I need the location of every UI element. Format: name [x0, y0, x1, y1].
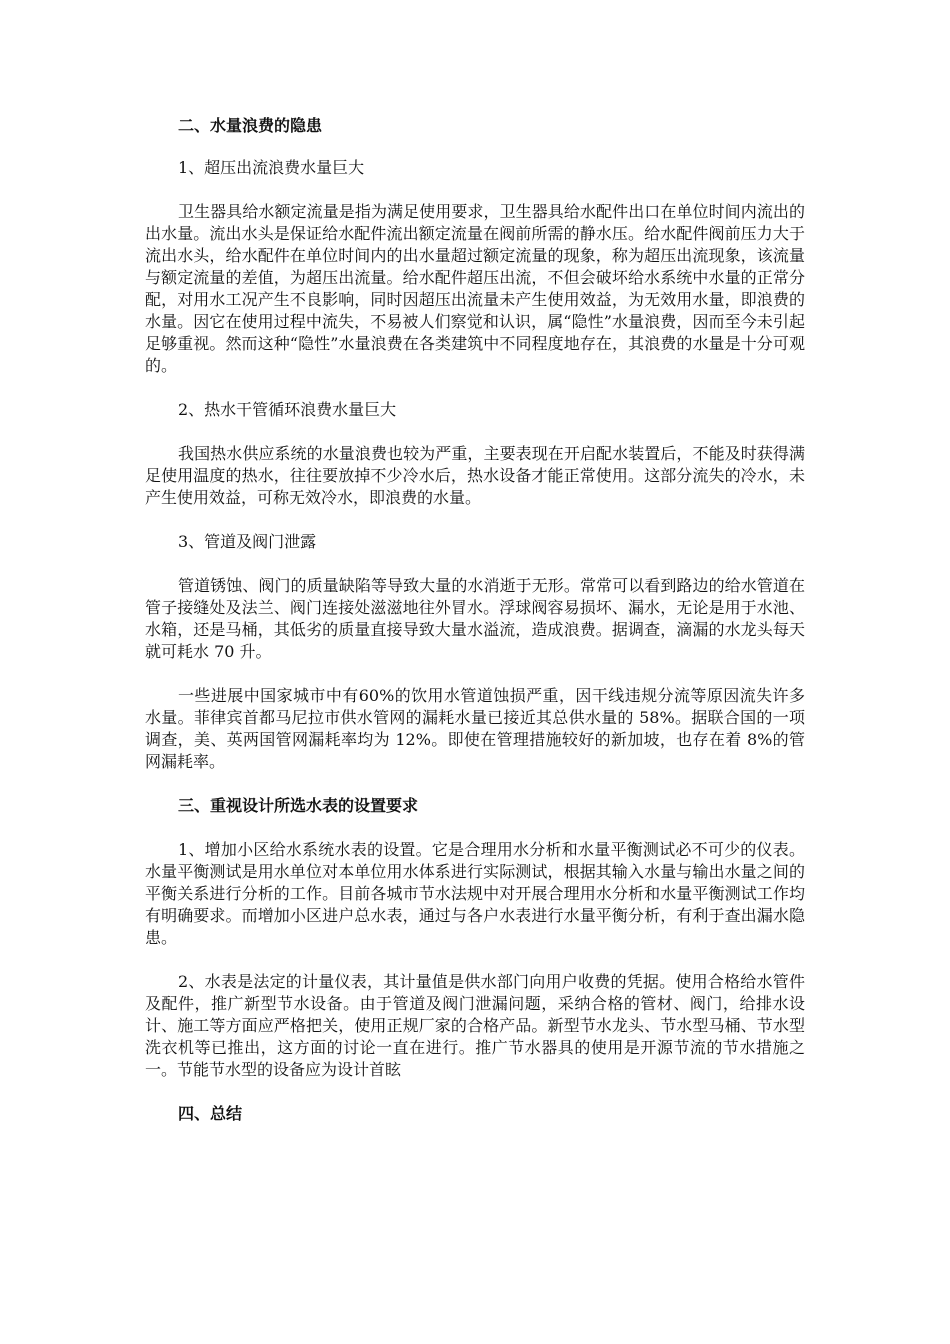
paragraph-pipe-leak: 管道锈蚀、阀门的质量缺陷等导致大量的水消逝于无形。常常可以看到路边的给水管道在管子接缝处及法兰、阀门连接处滋滋地往外冒水。浮球阀容易损坏、漏水，无论是用于水池、水箱，还是马桶，其低劣的质量直接导致大量水溢流，造成浪费。据调查，滴漏的水龙头每天就可耗水 70 升。 [145, 576, 805, 661]
section-heading-4: 四、总结 [178, 1104, 243, 1123]
paragraph-meter-setup: 1、增加小区给水系统水表的设置。它是合理用水分析和水量平衡测试必不可少的仪表。水量平衡测试是用水单位对本单位用水体系进行实际测试，根据其输入水量与输出水量之间的平衡关系进行分析的工作。目前各城市节水法规中对开展合理用水分析和水量平衡测试工作均有明确要求。而增加小区进户总水表，通过与各户水表进行水量平衡分析，有利于查出漏水隐患。 [145, 840, 805, 947]
subsection-heading-2-3: 3、管道及阀门泄露 [178, 532, 317, 551]
section-heading-3: 三、重视设计所选水表的设置要求 [178, 796, 419, 815]
paragraph-hot-water: 我国热水供应系统的水量浪费也较为严重，主要表现在开启配水装置后，不能及时获得满足使用温度的热水，往往要放掉不少冷水后，热水设备才能正常使用。这部分流失的冷水，未产生使用效益，可称无效冷水，即浪费的水量。 [145, 444, 805, 507]
paragraph-overpressure: 卫生器具给水额定流量是指为满足使用要求，卫生器具给水配件出口在单位时间内流出的出水量。流出水头是保证给水配件流出额定流量在阀前所需的静水压。给水配件阀前压力大于流出水头，给水配件在单位时间内的出水量超过额定流量的现象，称为超压出流现象，该流量与额定流量的差值，为超压出流量。给水配件超压出流，不但会破坏给水系统中水量的正常分配，对用水工况产生不良影响，同时因超压出流量未产生使用效益，为无效用水量，即浪费的水量。因它在使用过程中流失，不易被人们察觉和认识，属“隐性”水量浪费，因而至今未引起足够重视。然而这种“隐性”水量浪费在各类建筑中不同程度地存在，其浪费的水量是十分可观的。 [145, 202, 805, 375]
paragraph-meter-legal: 2、水表是法定的计量仪表，其计量值是供水部门向用户收费的凭据。使用合格给水管件及配件，推广新型节水设备。由于管道及阀门泄漏问题，采纳合格的管材、阀门，给排水设计、施工等方面应严格把关，使用正规厂家的合格产品。新型节水龙头、节水型马桶、节水型洗衣机等已推出，这方面的讨论一直在进行。推广节水器具的使用是开源节流的节水措施之一。节能节水型的设备应为设计首眩 [145, 972, 805, 1079]
subsection-heading-2-2: 2、热水干管循环浪费水量巨大 [178, 400, 397, 419]
section-heading-2: 二、水量浪费的隐患 [178, 116, 323, 135]
document-body [145, 115, 805, 1125]
paragraph-leak-statistics: 一些进展中国家城市中有60%的饮用水管道蚀损严重，因干线违规分流等原因流失许多水量。菲律宾首都马尼拉市供水管网的漏耗水量已接近其总供水量的 58%。据联合国的一项调查，美、英两国管网漏耗率均为 12%。即使在管理措施较好的新加坡，也存在着 8%的管网漏耗率。 [145, 686, 805, 771]
subsection-heading-2-1: 1、超压出流浪费水量巨大 [178, 158, 365, 177]
